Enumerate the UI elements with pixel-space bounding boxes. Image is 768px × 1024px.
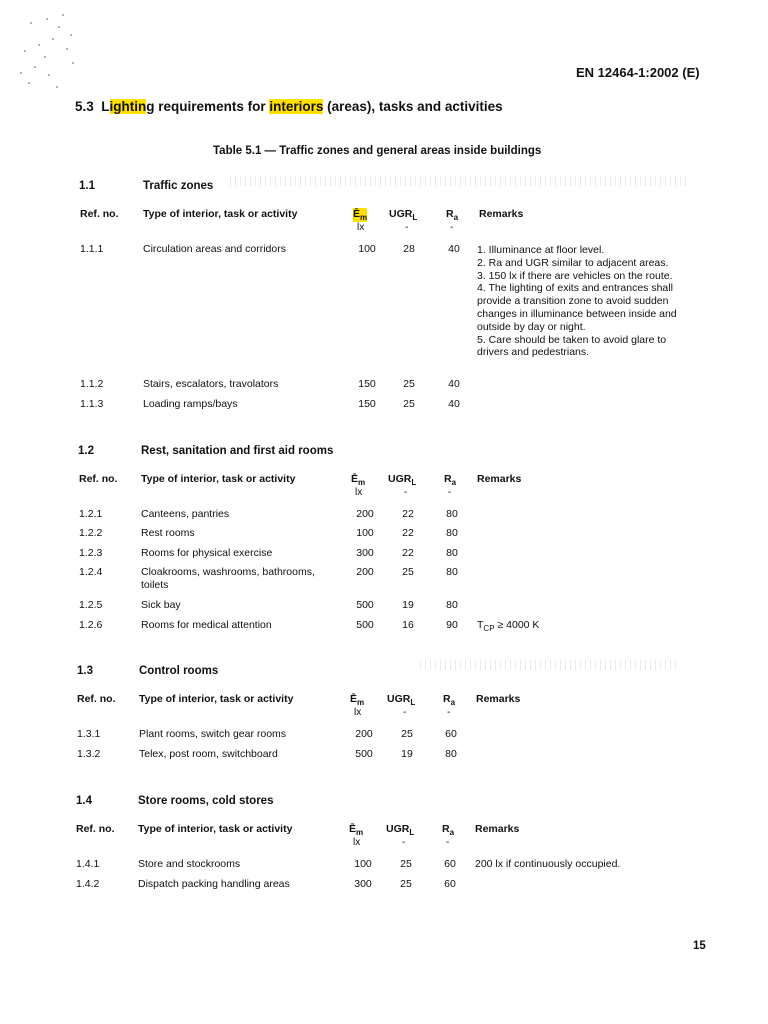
row-type: Rooms for physical exercise	[141, 547, 273, 559]
page-number: 15	[693, 940, 706, 952]
heading-number: 5.3	[75, 99, 94, 114]
row-ra: 80	[446, 566, 458, 578]
col-header-em-highlighted: $Ē_m$	[353, 208, 368, 223]
row-type: Telex, post room, switchboard	[139, 748, 278, 760]
highlight-mark: ightin	[109, 99, 147, 114]
row-ref: 1.4.2	[76, 878, 100, 890]
heading-text: Lighting requirements for interiors (areas), tasks and activities	[101, 99, 503, 114]
unit-ra: -	[446, 837, 450, 848]
unit-ugr: -	[404, 487, 408, 498]
row-ref: 1.1.1	[80, 243, 104, 255]
row-em: 150	[358, 398, 376, 410]
row-ref: 1.4.1	[76, 858, 100, 870]
row-ugr: 25	[403, 378, 415, 390]
section-number: 1.3	[77, 665, 93, 677]
col-header-em: $Ē_m$	[351, 473, 366, 488]
unit-ugr: -	[405, 222, 409, 233]
col-header-ugr: $UGR_L$	[388, 473, 417, 488]
unit-em: lx	[357, 222, 365, 233]
col-header-em: $Ē_m$	[349, 823, 364, 838]
unit-ra: -	[450, 222, 454, 233]
remark-item: 3. 150 lx if there are vehicles on the route.	[477, 269, 673, 282]
highlight-mark: interiors	[269, 99, 324, 114]
row-ugr: 25	[400, 858, 412, 870]
remark-1-4-1: 200 lx if continuously occupied.	[475, 858, 621, 870]
row-ra: 40	[448, 243, 460, 255]
row-ugr: 22	[402, 547, 414, 559]
row-em: 300	[354, 878, 372, 890]
col-header-ugr: $UGR_L$	[389, 208, 418, 223]
row-em: 500	[356, 619, 374, 631]
row-ra: 80	[446, 599, 458, 611]
row-em: 150	[358, 378, 376, 390]
row-ra: 80	[445, 748, 457, 760]
row-ref: 1.2.3	[79, 547, 103, 559]
row-type: Rest rooms	[141, 527, 195, 539]
section-heading	[75, 99, 503, 114]
unit-em: lx	[354, 707, 362, 718]
row-ra: 80	[446, 527, 458, 539]
section-number: 1.4	[76, 795, 92, 807]
col-header-ra: $R_a$	[443, 693, 456, 708]
row-ra: 60	[444, 878, 456, 890]
row-type: Plant rooms, switch gear rooms	[139, 728, 287, 740]
row-ra: 90	[446, 619, 458, 631]
section-number: 1.1	[79, 180, 95, 192]
unit-ra: -	[448, 487, 452, 498]
col-header-ref: Ref. no.	[77, 693, 116, 705]
col-header-remarks: Remarks	[475, 823, 520, 835]
row-ugr: 19	[401, 748, 413, 760]
row-type: Loading ramps/bays	[143, 398, 238, 410]
col-header-remarks: Remarks	[477, 473, 522, 485]
row-ref: 1.1.3	[80, 398, 104, 410]
row-type: Stairs, escalators, travolators	[143, 378, 279, 390]
remark-item: 4. The lighting of exits and entrances shall provide a transition zone to avoid sudden changes in illuminance between inside and outside by day or night.	[477, 282, 677, 333]
col-header-ra: $R_a$	[444, 473, 457, 488]
row-ref: 1.2.6	[79, 619, 103, 631]
row-type: Rooms for medical attention	[141, 619, 272, 631]
row-ra: 80	[446, 508, 458, 520]
unit-em: lx	[355, 487, 363, 498]
col-header-ra: $R_a$	[442, 823, 455, 838]
row-ref: 1.3.1	[77, 728, 101, 740]
remark-item: 5. Care should be taken to avoid glare to drivers and pedestrians.	[477, 333, 667, 359]
row-ra: 80	[446, 547, 458, 559]
table-caption: Table 5.1 — Traffic zones and general areas inside buildings	[213, 145, 542, 157]
row-ugr: 16	[402, 619, 414, 631]
remark-item: 2. Ra and UGR similar to adjacent areas.	[477, 256, 669, 269]
col-header-type: Type of interior, task or activity	[139, 693, 294, 705]
col-header-ref: Ref. no.	[79, 473, 118, 485]
row-type: Circulation areas and corridors	[143, 243, 286, 255]
row-ra: 40	[448, 398, 460, 410]
row-ra: 60	[445, 728, 457, 740]
row-em: 100	[354, 858, 372, 870]
row-em: 300	[356, 547, 374, 559]
row-type: Canteens, pantries	[141, 508, 230, 520]
col-header-ra: $R_a$	[446, 208, 459, 223]
unit-ugr: -	[403, 707, 407, 718]
col-header-ref: Ref. no.	[80, 208, 119, 220]
row-ugr: 22	[402, 508, 414, 520]
section-title: Control rooms	[139, 665, 219, 677]
col-header-remarks: Remarks	[479, 208, 524, 220]
row-ugr: 25	[401, 728, 413, 740]
row-ref: 1.2.1	[79, 508, 103, 520]
row-ref: 1.2.2	[79, 527, 103, 539]
col-header-type: Type of interior, task or activity	[141, 473, 296, 485]
row-ref: 1.3.2	[77, 748, 101, 760]
row-em: 100	[358, 243, 376, 255]
remarks-1-1-1	[477, 244, 699, 359]
col-header-em: $Ē_m$	[350, 693, 365, 708]
row-type: Sick bay	[141, 599, 181, 611]
row-type: Store and stockrooms	[138, 858, 241, 870]
row-ref: 1.2.5	[79, 599, 103, 611]
row-ugr: 22	[402, 527, 414, 539]
row-ugr: 28	[403, 243, 415, 255]
section-number: 1.2	[78, 445, 94, 457]
col-header-type: Type of interior, task or activity	[138, 823, 293, 835]
row-type: Cloakrooms, washrooms, bathrooms, toilets	[141, 566, 315, 591]
unit-ra: -	[447, 707, 451, 718]
row-em: 200	[356, 508, 374, 520]
row-ugr: 19	[402, 599, 414, 611]
row-em: 200	[355, 728, 373, 740]
row-em: 100	[356, 527, 374, 539]
row-em: 500	[355, 748, 373, 760]
row-ra: 60	[444, 858, 456, 870]
row-ugr: 25	[403, 398, 415, 410]
document-reference: EN 12464-1:2002 (E)	[576, 65, 700, 80]
col-header-ref: Ref. no.	[76, 823, 115, 835]
row-ref: 1.1.2	[80, 378, 104, 390]
row-type: Dispatch packing handling areas	[138, 878, 290, 890]
row-ugr: 25	[400, 878, 412, 890]
section-title: Store rooms, cold stores	[138, 795, 274, 807]
col-header-ugr: $UGR_L$	[387, 693, 416, 708]
remark-1-2-6: $T_{CP} \ge 4000$ K	[477, 619, 540, 634]
remark-item: 1. Illuminance at floor level.	[477, 244, 605, 256]
col-header-type: Type of interior, task or activity	[143, 208, 298, 220]
col-header-remarks: Remarks	[476, 693, 521, 705]
row-em: 200	[356, 566, 374, 578]
unit-em: lx	[353, 837, 361, 848]
unit-ugr: -	[402, 837, 406, 848]
row-em: 500	[356, 599, 374, 611]
col-header-ugr: $UGR_L$	[386, 823, 415, 838]
section-title: Traffic zones	[143, 180, 214, 192]
row-ra: 40	[448, 378, 460, 390]
row-ref: 1.2.4	[79, 566, 103, 578]
section-title: Rest, sanitation and first aid rooms	[141, 445, 334, 457]
row-ugr: 25	[402, 566, 414, 578]
